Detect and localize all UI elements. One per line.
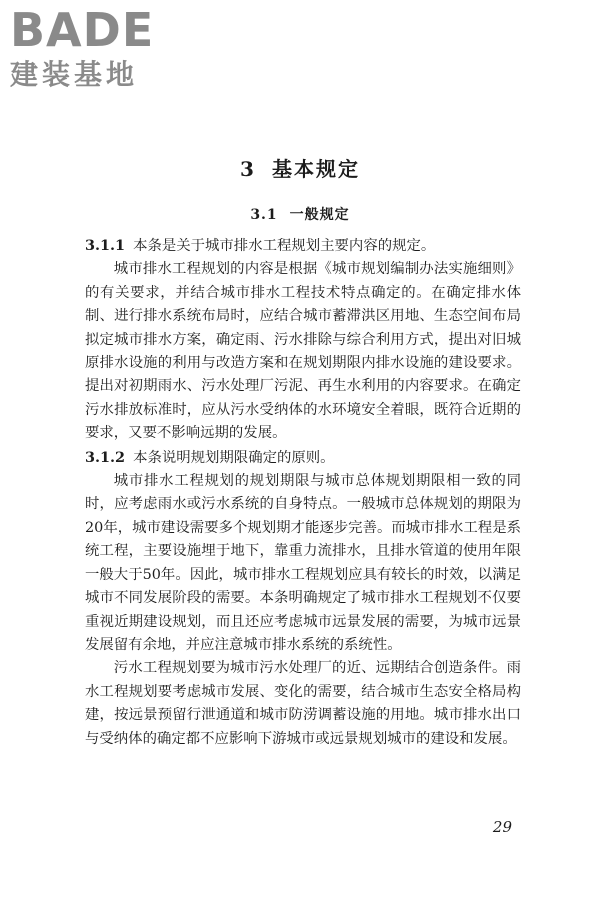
clause-heading bbox=[85, 446, 521, 470]
section-number: 3.1 bbox=[250, 207, 278, 223]
clause-lead: 本条是关于城市排水工程规划主要内容的规定。 bbox=[133, 238, 436, 254]
paragraph: 污水工程规划要为城市污水处理厂的近、远期结合创造条件。雨水工程规划要考虑城市发展、变化的需要，结合城市生态安全格局构建，按远景预留行泄通道和城市防涝调蓄设施的用地。城市排水出口与受纳体的确定都不应影响下游城市或远景规划城市的建设和发展。 bbox=[85, 660, 521, 747]
chapter-title-text: 基本规定 bbox=[271, 157, 360, 181]
chapter-title bbox=[0, 153, 600, 182]
publisher-logo bbox=[10, 3, 180, 92]
logo-chinese-text: 建装基地 bbox=[10, 58, 139, 91]
paragraph: 城市排水工程规划的内容是根据《城市规划编制办法实施细则》的有关要求，并结合城市排水工程技术特点确定的。在确定排水体制、进行排水系统布局时，应结合城市蓄滞洪区用地、生态空间布局拟定城市排水方案，确定雨、污水排除与综合利用方式，提出对旧城原排水设施的利用与改造方案和在规划期限内排水设施的建设要求。提出对初期雨水、污水处理厂污泥、再生水利用的内容要求。在确定污水排放标准时，应从污水受纳体的水环境安全着眼，既符合近期的要求，又要不影响远期的发展。 bbox=[85, 261, 521, 442]
page-number: 29 bbox=[492, 818, 512, 836]
chapter-number: 3 bbox=[240, 157, 256, 181]
clause-lead: 本条说明规划期限确定的原则。 bbox=[133, 449, 335, 466]
body-text bbox=[85, 234, 521, 751]
clause-number: 3.1.2 bbox=[85, 448, 126, 466]
clause-number: 3.1.1 bbox=[85, 237, 126, 254]
clause-heading bbox=[85, 234, 521, 258]
paragraph: 城市排水工程规划的规划期限与城市总体规划期限相一致的同时，应考虑雨水或污水系统的自身特点。一般城市总体规划的期限为20年，城市建设需要多个规划期才能逐步完善。而城市排水工程是系统工程，主要设施埋于地下，靠重力流排水，且排水管道的使用年限一般大于50年。因此，城市排水工程规划应具有较长的时效，以满足城市不同发展阶段的需要。本条明确规定了城市排水工程规划不仅要重视近期建设规划，而且还应考虑城市远景发展的需要，为城市远景发展留有余地，并应注意城市排水系统的系统性。 bbox=[85, 473, 521, 653]
logo-latin-text: BADE bbox=[10, 3, 155, 57]
section-title bbox=[0, 204, 600, 224]
section-title-text: 一般规定 bbox=[289, 207, 350, 223]
